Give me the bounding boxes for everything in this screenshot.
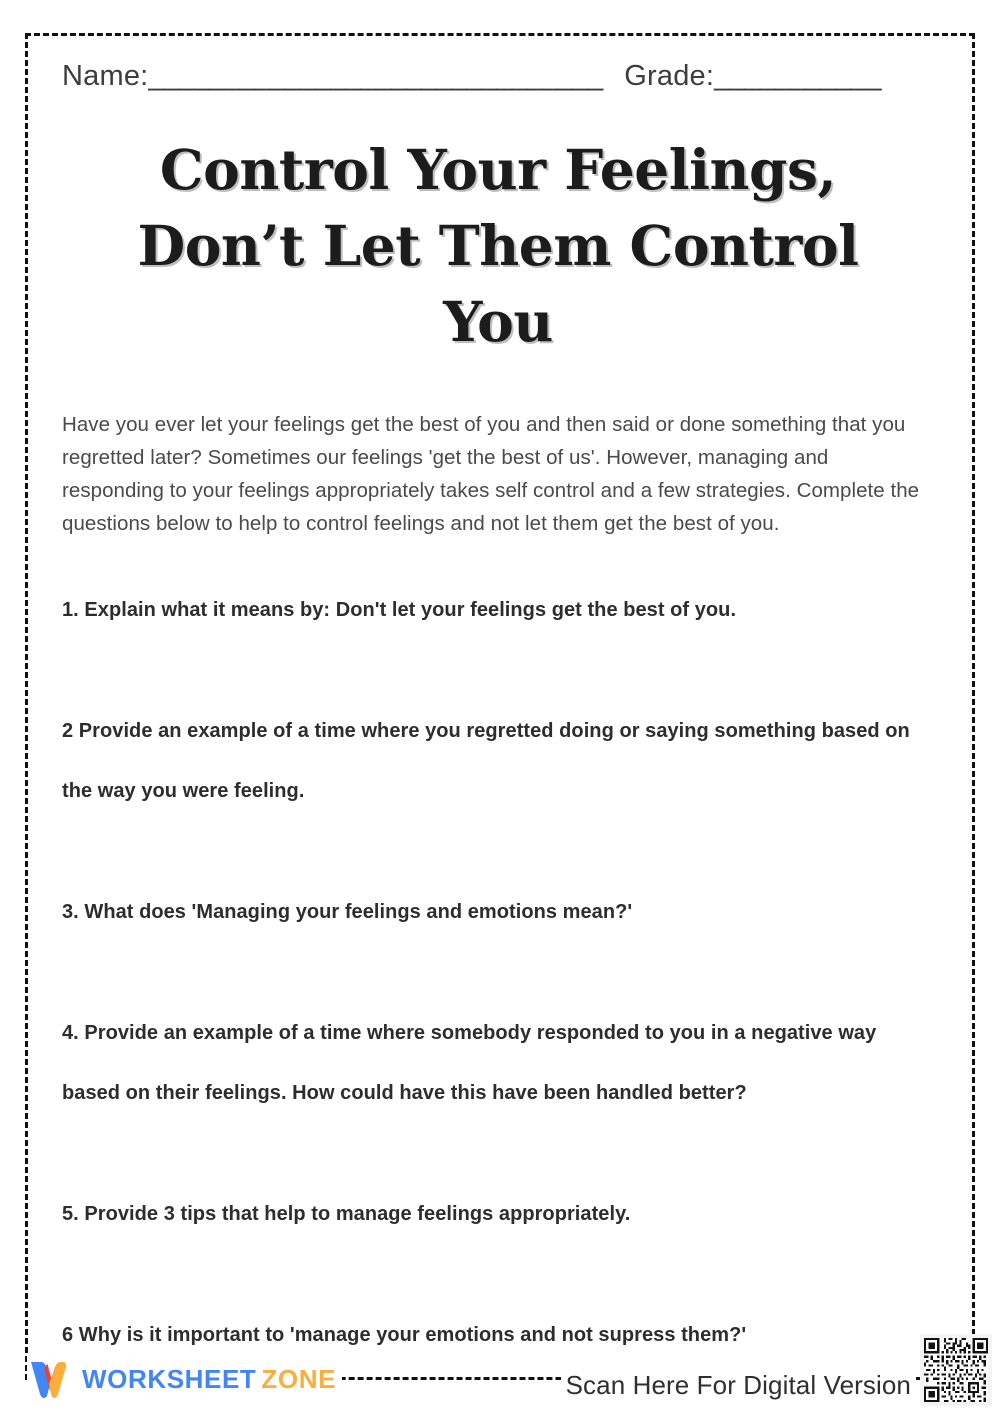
- questions-list: [62, 580, 934, 1365]
- intro-paragraph: Have you ever let your feelings get the best of you and then said or done something that you regretted later? Sometimes our feelings 'get the best of us'. However, managing and responding to your feelings appropriately takes self control and a few strategies. Complete the questions below to help to control feelings and not let them get the best of you.: [62, 412, 920, 536]
- name-grade-row: [62, 60, 934, 104]
- question-item: 3. What does 'Managing your feelings and emotions mean?': [62, 901, 633, 924]
- qr-code-image: [924, 1338, 988, 1402]
- worksheet-content: [62, 60, 934, 1365]
- qr-code[interactable]: [920, 1334, 992, 1406]
- name-label: Name:: [62, 60, 149, 92]
- logo-wordmark: [82, 1366, 336, 1392]
- logo-word-worksheet: WORKSHEET: [82, 1364, 257, 1394]
- question-item: 1. Explain what it means by: Don't let your feelings get the best of you.: [62, 599, 737, 622]
- question-item: 4. Provide an example of a time where somebody responded to you in a negative way based on their feelings. How could have this have been handled better?: [62, 1022, 877, 1105]
- name-blank-line[interactable]: ______________________________: [148, 60, 603, 92]
- logo-word-zone: ZONE: [261, 1364, 337, 1394]
- scan-here-label: Scan Here For Digital Version: [561, 1369, 916, 1402]
- worksheet-zone-w-icon: [27, 1358, 73, 1400]
- question-item: 6 Why is it important to 'manage your emotions and not supress them?': [62, 1324, 747, 1347]
- worksheet-zone-logo[interactable]: [27, 1356, 342, 1402]
- grade-blank-line[interactable]: ___________: [714, 60, 881, 92]
- question-item: 5. Provide 3 tips that help to manage feelings appropriately.: [62, 1203, 631, 1226]
- grade-label: Grade:: [624, 60, 715, 92]
- question-item: 2 Provide an example of a time where you regretted doing or saying something based on the way you were feeling.: [62, 720, 910, 803]
- page-title: Control Your Feelings, Don’t Let Them Control You: [137, 137, 859, 354]
